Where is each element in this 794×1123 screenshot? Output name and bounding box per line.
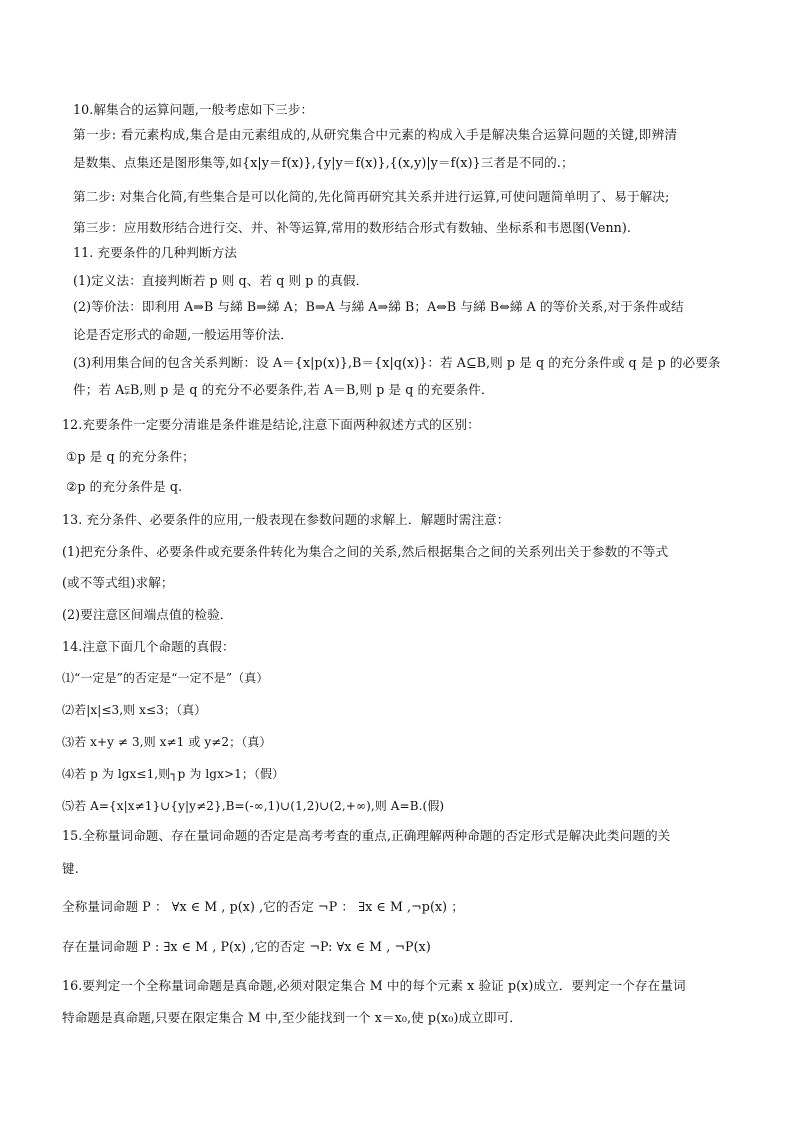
item-11-method3-line2: 件；若 A⫋B,则 p 是 q 的充分不必要条件,若 A＝B,则 p 是 q 的充要条件． xyxy=(73,382,494,397)
item-12-form2: ②p 的充分条件是 q. xyxy=(66,479,183,494)
item-11-method2-line1: (2)等价法：即利用 A⇒B 与綈 B⇒綈 A；B⇒A 与綈 A⇒綈 B；A⇔B 与綈 B⇔綈 A 的等价关系,对于条件或结 xyxy=(73,299,684,314)
item-15-universal-negation: 全称量词命题 P ： ∀x ∈ M , p(x) ,它的否定 ¬P ： ∃x ∈ M ,¬p(x) ； xyxy=(62,899,464,914)
item-14-heading: 14.注意下面几个命题的真假： xyxy=(62,639,235,654)
item-13-heading: 13. 充分条件、必要条件的应用,一般表现在参数问题的求解上．解题时需注意： xyxy=(62,512,510,527)
item-13-point1-line1: (1)把充分条件、必要条件或充要条件转化为集合之间的关系,然后根据集合之间的关系列出关于参数的不等式 xyxy=(62,544,669,559)
item-11-heading: 11. 充要条件的几种判断方法 xyxy=(73,245,238,260)
item-15-heading-line1: 15.全称量词命题、存在量词命题的否定是高考考查的重点,正确理解两种命题的否定形式是解决此类问题的关 xyxy=(62,828,671,843)
item-10-step2: 第二步: 对集合化简,有些集合是可以化简的,先化简再研究其关系并进行运算,可使问题简单明了、易于解决; xyxy=(73,189,670,204)
item-11-method3-line1: (3)利用集合间的包含关系判断：设 A＝{x|p(x)},B＝{x|q(x)}：若 A⊆B,则 p 是 q 的充分条件或 q 是 p 的必要条 xyxy=(73,355,721,370)
item-13-point1-line2: (或不等式组)求解； xyxy=(62,575,174,590)
item-14-case1: ⑴“一定是”的否定是“一定不是”（真） xyxy=(62,671,269,685)
item-14-case5: ⑸若 A={x|x≠1}∪{y|y≠2},B=(-∞,1)∪(1,2)∪(2,+∞),则 A=B.(假) xyxy=(62,799,445,813)
item-16-line2: 特命题是真命题,只要在限定集合 M 中,至少能找到一个 x＝x₀,使 p(x₀)成立即可． xyxy=(62,1010,522,1025)
item-12-heading: 12.充要条件一定要分清谁是条件谁是结论,注意下面两种叙述方式的区别： xyxy=(62,417,480,432)
item-16-line1: 16.要判定一个全称量词命题是真命题,必须对限定集合 M 中的每个元素 x 验证 p(x)成立．要判定一个存在量词 xyxy=(62,978,686,993)
item-13-point2: (2)要注意区间端点值的检验． xyxy=(62,607,233,622)
item-15-existential-negation: 存在量词命题 P : ∃x ∈ M , P(x) ,它的否定 ¬P: ∀x ∈ M , ¬P(x) xyxy=(62,939,431,954)
item-10-step1-line1: 第一步: 看元素构成,集合是由元素组成的,从研究集合中元素的构成入手是解决集合运算问题的关键,即辨清 xyxy=(73,127,678,142)
item-14-case2: ⑵若|x|≤3,则 x≤3；（真） xyxy=(62,703,207,717)
item-15-heading-line2: 键. xyxy=(62,861,79,876)
item-11-method2-line2: 论是否定形式的命题,一般运用等价法． xyxy=(73,327,293,342)
item-12-form1: ①p 是 q 的充分条件； xyxy=(66,449,195,464)
item-11-method1: (1)定义法：直接判断若 p 则 q、若 q 则 p 的真假． xyxy=(73,273,369,288)
item-14-case3: ⑶若 x+y ≠ 3,则 x≠1 或 y≠2；（真） xyxy=(62,735,272,749)
item-14-case4: ⑷若 p 为 lgx≤1,则┐p 为 lgx>1；（假） xyxy=(62,767,285,781)
item-10-step3: 第三步：应用数形结合进行交、并、补等运算,常用的数形结合形式有数轴、坐标系和韦恩图(Venn). xyxy=(73,220,631,235)
item-10-step1-line2: 是数集、点集还是图形集等,如{x|y＝f(x)},{y|y＝f(x)},{(x,y)|y＝f(x)}三者是不同的.； xyxy=(73,155,574,170)
item-10-heading: 10.解集合的运算问题,一般考虑如下三步： xyxy=(73,102,314,117)
